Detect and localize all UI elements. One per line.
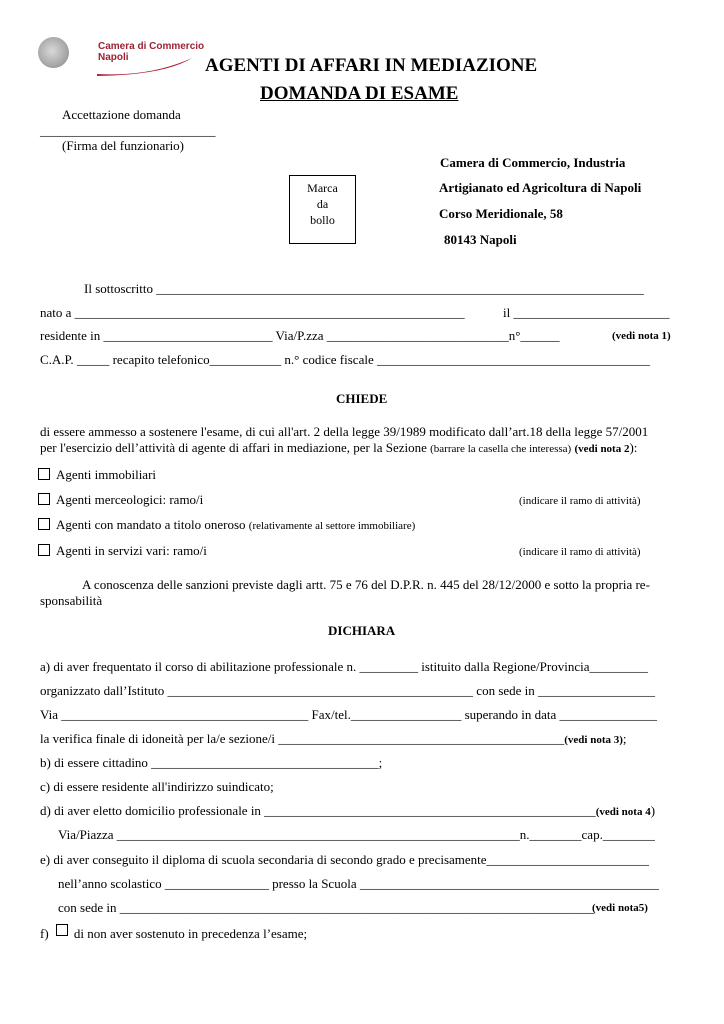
section-note: (indicare il ramo di attività) [519, 495, 641, 507]
section-option-merceologici[interactable] [38, 492, 203, 508]
chiede-line2-text: per l'esercizio dell’attività di agente di affari in mediazione, per la Sezione [40, 440, 427, 455]
item-f-prefix: f) [40, 926, 49, 941]
page-subtitle: DOMANDA DI ESAME [260, 83, 459, 104]
acceptance-line: ___________________________ [40, 123, 216, 138]
note5-label: (vedi nota5) [592, 902, 648, 914]
item-a-line4-text: la verifica finale di idoneità per la/e sezione/i ____________________________________________ [40, 731, 565, 746]
birthplace-field[interactable]: nato a ____________________________________________________________ [40, 305, 465, 320]
checkbox[interactable] [56, 924, 68, 936]
checkbox[interactable] [38, 493, 50, 505]
sottoscritto-field[interactable]: Il sottoscritto ___________________________________________________________________________ [84, 281, 644, 296]
chiede-line2 [40, 440, 637, 456]
item-a-line4-end: ; [622, 731, 627, 746]
revenue-stamp-box [289, 175, 356, 244]
note3-label: (vedi nota 3) [564, 734, 623, 746]
item-f[interactable] [40, 924, 307, 942]
section-label: Agenti immobiliari [56, 467, 157, 482]
birthdate-field[interactable]: il ________________________ [503, 305, 670, 320]
note2-label: (vedi nota 2 [574, 443, 630, 455]
address-line2: Artigianato ed Agricoltura di Napoli [439, 180, 642, 195]
item-c: c) di essere residente all'indirizzo suindicato; [40, 779, 274, 794]
section-label: Agenti in servizi vari: ramo/i [56, 543, 207, 558]
note4-label: (vedi nota 4 [595, 806, 651, 818]
stamp-line1: Marca [307, 181, 338, 195]
stamp-line3: bollo [310, 213, 335, 227]
stamp-line2: da [316, 197, 329, 211]
section-extra: (relativamente al settore immobiliare) [248, 520, 416, 532]
item-a-line1[interactable]: a) di aver frequentato il corso di abilitazione professionale n. _________ istituito dalla Regione/Provincia_________ [40, 659, 648, 674]
chiede-line2-instruction: (barrare la casella che interessa) [430, 443, 572, 455]
section-option-mandato[interactable] [38, 517, 415, 533]
item-f-text: di non aver sostenuto in precedenza l’esame; [73, 926, 308, 941]
section-label: Agenti con mandato a titolo oneroso [56, 517, 246, 532]
item-b[interactable]: b) di essere cittadino ___________________________________; [40, 755, 383, 770]
logo-line1: Camera di Commercio [98, 41, 205, 52]
item-a-line3[interactable]: Via ______________________________________ Fax/tel._________________ superando in data _______________ [40, 707, 658, 722]
checkbox[interactable] [38, 518, 50, 530]
chiede-line1: di essere ammesso a sostenere l'esame, di cui all'art. 2 della legge 39/1989 modificato dall’art.18 della legge 57/2001 [40, 424, 649, 439]
logo-seal-icon [38, 37, 69, 68]
item-d-line2[interactable]: Via/Piazza ______________________________________________________________n.________cap.________ [58, 827, 655, 842]
checkbox[interactable] [38, 468, 50, 480]
item-a-line2[interactable]: organizzato dall’Istituto _______________________________________________ con sede in __________________ [40, 683, 656, 698]
note1-label: (vedi nota 1) [612, 330, 671, 342]
address-line1: Camera di Commercio, Industria [440, 155, 626, 170]
address-line3: Corso Meridionale, 58 [439, 206, 563, 221]
item-e-line1[interactable]: e) di aver conseguito il diploma di scuola secondaria di secondo grado e precisamente_________________________ [40, 852, 650, 867]
acceptance-label: Accettazione domanda [62, 107, 181, 122]
address-line4: 80143 Napoli [444, 232, 517, 247]
item-d-line1-text: d) di aver eletto domicilio professionale in ___________________________________________________ [40, 803, 596, 818]
page-title: AGENTI DI AFFARI IN MEDIAZIONE [205, 55, 538, 76]
item-d-line1[interactable] [40, 803, 655, 819]
section-option-servizi[interactable] [38, 543, 207, 559]
item-d-line1-end: ) [650, 803, 656, 818]
item-e-line2[interactable]: nell’anno scolastico ________________ presso la Scuola ______________________________________________ [58, 876, 659, 891]
conoscenza-line1: A conoscenza delle sanzioni previste dagli artt. 75 e 76 del D.P.R. n. 445 del 28/12/2000 e sotto la propria re- [82, 577, 650, 592]
residence-field[interactable]: residente in __________________________ Via/P.zza ____________________________n°______ [40, 328, 560, 343]
signature-label: (Firma del funzionario) [62, 138, 185, 153]
section-label: Agenti merceologici: ramo/i [56, 492, 204, 507]
item-e-line3[interactable]: con sede in _________________________________________________________________________ [58, 900, 595, 915]
section-note: (indicare il ramo di attività) [519, 546, 641, 558]
logo-line2: Napoli [98, 52, 129, 63]
chiede-line2-end: ): [629, 440, 638, 455]
logo-swoosh-icon [95, 55, 195, 79]
dichiara-heading: DICHIARA [328, 623, 396, 638]
conoscenza-line2: sponsabilità [40, 593, 103, 608]
chiede-heading: CHIEDE [336, 391, 388, 406]
item-a-line4[interactable] [40, 731, 627, 747]
cap-phone-taxcode-field[interactable]: C.A.P. _____ recapito telefonico___________ n.° codice fiscale __________________________________________ [40, 352, 650, 367]
section-option-immobiliari[interactable] [38, 467, 156, 483]
checkbox[interactable] [38, 544, 50, 556]
